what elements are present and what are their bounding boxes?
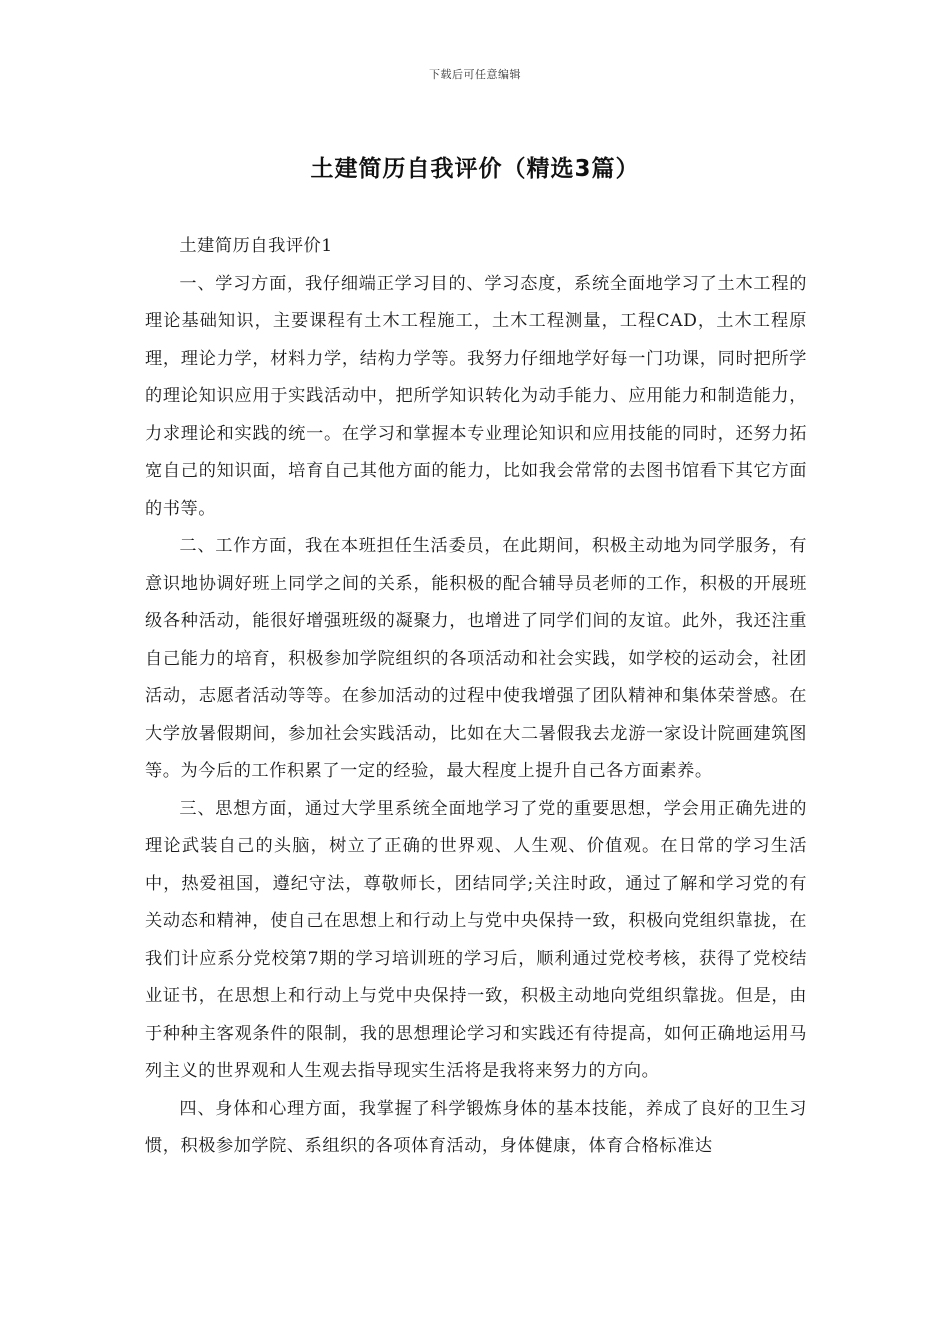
section-heading: 土建简历自我评价1	[179, 236, 333, 256]
paragraph-work: 二、工作方面，我在本班担任生活委员，在此期间，积极主动地为同学服务，有意识地协调好班上同学之间的关系，能积极的配合辅导员老师的工作，积极的开展班级各种活动，能很好增强班级的凝聚力，也增进了同学们间的友谊。此外，我还注重自己能力的培育，积极参加学院组织的各项活动和社会实践，如学校的运动会，社团活动，志愿者活动等等。在参加活动的过程中使我增强了团队精神和集体荣誉感。在大学放暑假期间，参加社会实践活动，比如在大二暑假我去龙游一家设计院画建筑图等。为今后的工作积累了一定的经验，最大程度上提升自己各方面素养。	[145, 536, 807, 781]
paragraph-study: 一、学习方面，我仔细端正学习目的、学习态度，系统全面地学习了土木工程的理论基础知识，主要课程有土木工程施工，土木工程测量，工程CAD，土木工程原理，理论力学，材料力学，结构力学等。我努力仔细地学好每一门功课，同时把所学的理论知识应用于实践活动中，把所学知识转化为动手能力、应用能力和制造能力，力求理论和实践的统一。在学习和掌握本专业理论知识和应用技能的同时，还努力拓宽自己的知识面，培育自己其他方面的能力，比如我会常常的去图书馆看下其它方面的书等。	[145, 273, 807, 519]
paragraph-health: 四、身体和心理方面，我掌握了科学锻炼身体的基本技能，养成了良好的卫生习惯，积极参加学院、系组织的各项体育活动，身体健康，体育合格标准达	[145, 1098, 807, 1156]
document-body	[145, 228, 807, 1166]
header-note: 下载后可任意编辑	[429, 68, 521, 81]
paragraph-ideology: 三、思想方面，通过大学里系统全面地学习了党的重要思想，学会用正确先进的理论武装自己的头脑，树立了正确的世界观、人生观、价值观。在日常的学习生活中，热爱祖国，遵纪守法，尊敬师长，团结同学;关注时政，通过了解和学习党的有关动态和精神，使自己在思想上和行动上与党中央保持一致，积极向党组织靠拢，在我们计应系分党校第7期的学习培训班的学习后，顺利通过党校考核，获得了党校结业证书，在思想上和行动上与党中央保持一致，积极主动地向党组织靠拢。但是，由于种种主客观条件的限制，我的思想理论学习和实践还有待提高，如何正确地运用马列主义的世界观和人生观去指导现实生活将是我将来努力的方向。	[145, 798, 807, 1081]
document-title: 土建简历自我评价（精选3篇）	[310, 156, 640, 182]
